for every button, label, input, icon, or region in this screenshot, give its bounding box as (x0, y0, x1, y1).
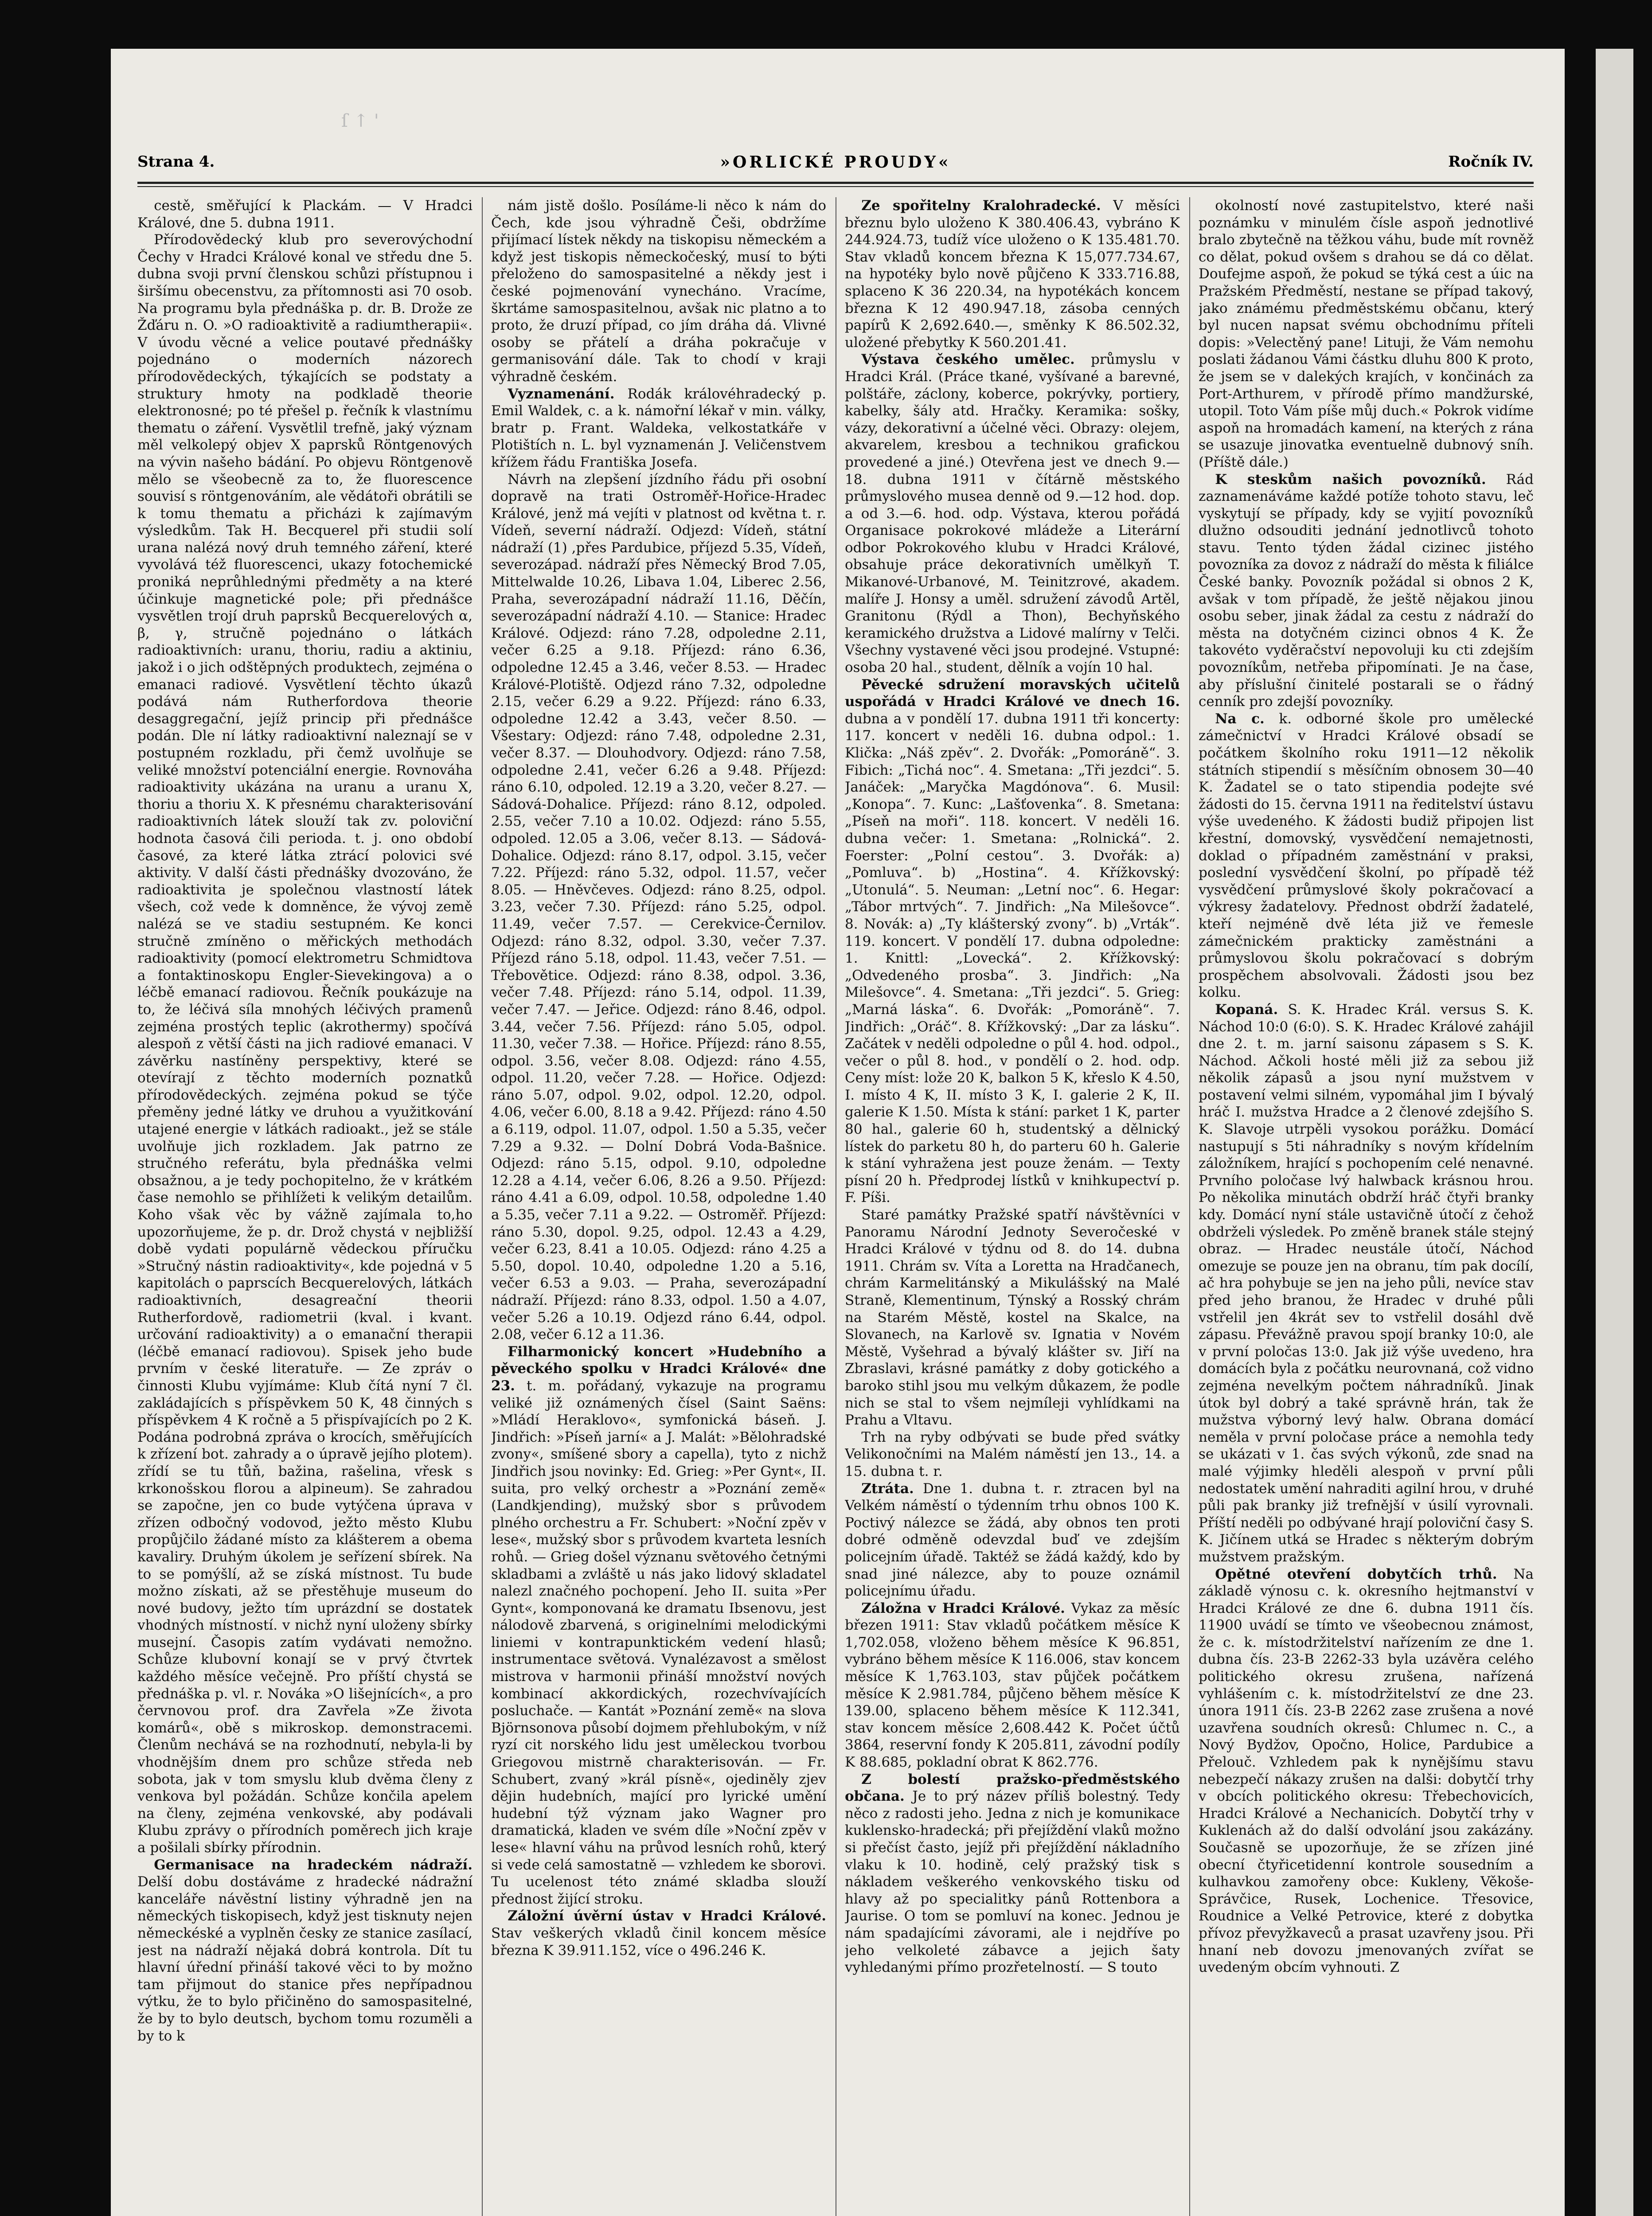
paragraph: Z bolestí pražsko-předměstského občana. Je to prý název příliš bolestný. Tedy něco z radosti jeho. Jedna z nich je komunikace kuklensko-hradecká; při přejíždění vlaků možno si přečíst často, jejíž při přejíždění nákladního vlaku k 10. hodině, celý pražský tisk s nákladem veškerého venkovského tisku od hlavy až po specialitky pánů Rottenbora a Jaurise. O tom se pomluví na konec. Jednou je nám spadajícími závorami, ale i nejdříve po jeho velkoleté zábavce a jejich šaty vyhledanými přímo prozřetelností. — S touto (845, 1771, 1180, 1976)
paragraph: Návrh na zlepšení jízdního řádu při osobní dopravě na trati Ostroměř-Hořice-Hradec Králové, jenž má vejíti v platnost od května t. r. Vídeň, severní nádraží. Odjezd: Vídeň, státní nádraží (1) ,přes Pardubice, příjezd 5.35, Vídeň, severozápad. nádraží přes Německý Brod 7.05, Mittelwalde 10.26, Libava 1.04, Liberec 2.56, Praha, severozápadní nádraží 11.16, Děčín, severozápadní nádraží 4.10. — Stanice: Hradec Králové. Odjezd: ráno 7.28, odpoledne 2.11, večer 6.25 a 9.18. Příjezd: ráno 6.36, odpoledne 12.45 a 3.46, večer 8.53. — Hradec Králové-Plotiště. Odjezd ráno 7.32, odpoledne 2.15, večer 6.29 a 9.22. Příjezd: ráno 6.33, odpoledne 12.42 a 3.43, večer 8.50. — Všestary: Odjezd: ráno 7.48, odpoledne 2.31, večer 8.37. — Dlouhodvory. Odjezd: ráno 7.58, odpoledne 2.41, večer 6.26 a 9.48. Příjezd: ráno 6.10, odpoled. 12.19 a 3.20, večer 8.27. — Sádová-Dohalice. Příjezd: ráno 8.12, odpoled. 2.55, večer 7.10 a 10.02. Odjezd: ráno 5.55, odpoled. 12.05 a 3.06, večer 8.13. — Sádová-Dohalice. Odjezd: ráno 8.17, odpol. 3.15, večer 7.22. Příjezd: ráno 5.32, odpol. 11.57, večer 8.05. — Hněvčeves. Odjezd: ráno 8.25, odpol. 3.23, večer 7.30. Příjezd: ráno 5.25, odpol. 11.49, večer 7.57. — Cerekvice-Černilov. Odjezd: ráno 8.32, odpol. 3.30, večer 7.37. Příjezd ráno 5.18, odpol. 11.43, večer 7.51. — Třebovětice. Odjezd: ráno 8.38, odpol. 3.36, večer 7.48. Příjezd: ráno 5.14, odpol. 11.39, večer 7.47. — Jeřice. Odjezd: ráno 8.46, odpol. 3.44, večer 7.56. Příjezd: ráno 5.05, odpol. 11.30, večer 7.38. — Hořice. Příjezd: ráno 8.55, odpol. 3.56, večer 8.08. Odjezd: ráno 4.55, odpol. 11.20, večer 7.28. — Hořice. Odjezd: ráno 5.07, odpol. 9.02, odpol. 12.20, odpol. 4.06, večer 6.00, 8.18 a 9.42. Příjezd: ráno 4.50 a 6.119, odpol. 11.07, odpol. 1.50 a 5.35, večer 7.29 a 9.32. — Dolní Dobrá Voda-Bašnice. Odjezd: ráno 5.15, odpol. 9.10, odpoledne 12.28 a 4.14, večer 6.06, 8.26 a 9.50. Příjezd: ráno 4.41 a 6.09, odpol. 10.58, odpoledne 1.40 a 5.35, večer 7.11 a 9.22. — Ostroměř. Příjezd: ráno 5.30, dopol. 9.25, odpol. 12.43 a 4.29, večer 6.23, 8.41 a 10.05. Odjezd: ráno 4.25 a 5.50, dopol. 10.40, odpoledne 1.20 a 5.16, večer 6.53 a 9.03. — Praha, severozápadní nádraží. Příjezd: ráno 8.33, odpol. 1.50 a 4.07, večer 5.26 a 10.19. Odjezd ráno 6.44, odpol. 2.08, večer 6.12 a 11.36. (491, 471, 826, 1343)
newspaper-title: »ORLICKÉ PROUDY« (720, 153, 951, 172)
paragraph: cestě, směřující k Plackám. — V Hradci Králové, dne 5. dubna 1911. (137, 198, 473, 231)
page-edge-strip (1596, 49, 1633, 2216)
paragraph: Přírodovědecký klub pro severovýchodní Čechy v Hradci Králové konal ve středu dne 5. dubna svoji první členskou schůzi přístupnou i širšímu obecenstvu, za přítomnosti asi 70 osob. Na programu byla přednáška p. dr. B. Drože ze Žďáru n. O. »O radioaktivitě a radiumtherapii«. V úvodu věcné a velice poutavé přednášky pojednáno o moderních názorech přírodovědeckých, týkajících se podstaty a struktury hmoty na podkladě theorie elektronosné; po té přešel p. řečník k vlastnímu thematu o záření. Vysvětlil trefně, jaký význam měl velkolepý objev X paprsků Röntgenových na vývin našeho bádání. Po objevu Röntgenově mělo se všeobecně za to, že fluorescence souvisí s röntgenováním, ale vědátoři obrátili se k tomu thematu a přicházi k zajímavým výsledkům. Tak H. Becquerel při studii solí urana nalézá nový druh temného záření, které vyvolává též fluorescenci, ukazy fotochemické proniká neprůhlednými předměty a na které účinkuje magnetické pole; při přednášce vysvětlen trojí druh paprsků Becquerelových α, β, γ, stručně pojednáno o látkách radioaktivních: uranu, thoriu, radiu a aktiniu, jakož i o jich odštěpných produktech, zejména o emanaci radiové. Vysvětlení těchto úkazů podává nám Rutherfordova theorie desaggregační, jejíž princip při přednášce podán. Dle ní látky radioaktivní naleznají se v postupném rozkladu, při čemž uvolňuje se veliké množství potenciální energie. Rovnováha radioaktivity ukázána na uranu a uranu X, thoriu a thoriu X. K přesnému charakterisování radioaktivních látek slouží tak zv. poloviční hodnota časová čili perioda. t. j. ono období časové, za které látka ztrácí polovici své aktivity. V další části přednášky dvozováno, že radioaktivita je společnou vlastností látek všech, což vede k domněnce, že vývoj země nalézá se ve stadiu sestupném. Ke konci stručně zmíněno o měřických methodách radioaktivity (pomocí elektrometru Schmidtova a fontaktinoskopu Engler-Sievekingova) a o léčbě emanací radiovou. Řečník poukázuje na to, že léčivá síla mnohých léčivých pramenů zejména prostých teplic (akrothermy) spočívá alespoň z větší části na jich radiové emanaci. V závěrku nastíněny perspektivy, které se otevírají z těchto moderních poznatků přírodovědeckých. zejména pokud se týče přeměny jedné látky ve druhou a využitkování utajené energie v látkách radioakt., jež se stále uvolňuje jich rozkladem. Jak patrno ze stručného referátu, byla přednáška velmi obsažnou, a je tedy pochopitelno, že v krátkém čase nemohlo se přihlížeti k velikým detailům. Koho však věc by vážně zajímala to,ho upozorňujeme, že p. dr. Drož chystá v nejbližší době vydati populárně vědeckou příručku »Stručný nástin radioaktivity«, kde pojedná v 5 kapitolách o paprscích Becquerelových, látkách radioaktivních, desagreační theorii Rutherfordově, radiometrii (kval. i kvant. určování radioaktivity) a o emanační therapii (léčbě emanací radiovou). Spisek jeho bude prvním v české literatuře. — Ze zpráv o činnosti Klubu vyjímáme: Klub čítá nyní 7 čl. zakládajících s příspěvkem 50 K, 48 činných s příspěvkem 4 K ročně a 5 přispívajících po 2 K. Podána podrobná zpráva o krocích, směřujících k zřízení bot. zahrady a o úpravě jejího plotem). zřídí se tu tůň, bažina, rašelina, vřesk s krkonošskou florou a alpineum). Se zahradou se započne, jen co bude vytýčena úprava v zřízen odbočný vodovod, ježto město Klubu propůjčilo žádané místo za klášterem a obema kavaliry. Druhým úkolem je seřízení sbírek. Na to se pomýšlí, až se získá místnost. Tu bude možno získati, až se přestěhuje museum do nové budovy, ježto tím uprázdní se dostatek vhodných místností. v nichž nyní uloženy sbírky musejní. Časopis zatím vydávati nemožno. Schůze klubovní konají se v prvý čtvrtek každého měsíce večejně. Pro příští chystá se přednáška p. vl. r. Nováka »O lišejnících«, a pro červnovou prof. dra Zavřela »Ze života komárů«, obě s mikroskop. demonstracemi. Členům nechává se na rozhodnutí, nebyla-li by vhodnějším dnem pro schůze středa neb sobota, jak v tom smyslu klub dvěma členy z venkova byl požádán. Schůze končila apelem na členy, zejména venkovské, aby podávali Klubu zprávy o přírodních poměrech jich kraje a pošilali sbírky přírodnin. (137, 232, 473, 1856)
paragraph: Pěvecké sdružení moravských učitelů uspořádá v Hradci Králové ve dnech 16. dubna a v pondělí 17. dubna 1911 tři koncerty: 117. koncert v neděli 16. dubna odpol.: 1. Klička: „Náš zpěv“. 2. Dvořák: „Pomoráně“. 3. Fibich: „Tichá noc“. 4. Smetana: „Tři jezdci“. 5. Janáček: „Maryčka Magdónova“. 6. Musil: „Konopa“. 7. Kunc: „Lašťovenka“. 8. Smetana: „Píseň na moři“. 118. koncert. V neděli 16. dubna večer: 1. Smetana: „Rolnická“. 2. Foerster: „Polní cestou“. 3. Dvořák: a) „Pomluva“. b) „Hostina“. 4. Křížkovský: „Utonulá“. 5. Neuman: „Letní noc“. 6. Hegar: „Tábor mrtvých“. 7. Jindřich: „Na Milešovce“. 8. Novák: a) „Ty klášterský zvony“. b) „Vrták“. 119. koncert. V pondělí 17. dubna odpoledne: 1. Knittl: „Lovecká“. 2. Křížkovský: „Odvedeného prosba“. 3. Jindřich: „Na Milešovce“. 4. Smetana: „Tři jezdci“. 5. Grieg: „Marná láska“. 6. Dvořák: „Pomoráně“. 7. Jindřich: „Oráč“. 8. Křížkovský: „Dar za lásku“. Začátek v neděli odpoledne o půl 4. hod. odpol., večer o půl 8. hod., v pondělí o 2. hod. odp. Ceny míst: lože 20 K, balkon 5 K, křeslo K 4.50, I. místo 4 K, II. místo 3 K, I. galerie 2 K, II. galerie K 1.50. Místa k stání: parket 1 K, parter 80 hal., galerie 60 h, studentský a dělnický lístek do parketu 80 h, do parteru 60 h. Galerie k stání vyhražena jest pouze ženám. — Texty písní 20 h. Předprodej lístků v knihkupectví p. F. Píši. (845, 676, 1180, 1206)
paragraph: Opětné otevření dobytčích trhů. Na základě výnosu c. k. okresního hejtmanství v Hradci Králové ze dne 6. dubna 1911 čís. 11900 uvádí se tímto ve všeobecnou známost, že c. k. místodržitelství nařízením ze dne 1. dubna čís. 23-B 2262-33 byla uzávěra celého politického okresu zrušena, nařízená vyhlášením c. k. místodržitelství ze dne 23. února 1911 čís. 23-B 2262 zase zrušena a nové uzavřena soudních okresů: Chlumec n. C., a Nový Bydžov, Opočno, Holice, Pardubice a Přelouč. Vzhledem pak k nynějšímu stavu nebezpečí nákazy zrušen na dalši: dobytčí trhy v obcích politického okresu: Třebechovicích, Hradci Králové a Nechanicích. Dobytčí trhy v Kuklenách až do další odvolání jsou zakázány. Současně se upozorňuje, že se zřízen jiné obecní čtyřicetidenní kontrole sousedním a kulhavkou zamořeny obce: Kukleny, Věkoše-Správčice, Rusek, Lochenice. Třesovice, Roudnice a Velké Petrovice, které z dobytka přívoz převyžkaveců a prasat uzavřeny jsou. Při hnaní neb dovozu jmenovaných zvířat se uvedeným obcím vyhnouti. Z (1199, 1566, 1534, 1976)
paragraph: Ze spořitelny Kralohradecké. V měsíci březnu bylo uloženo K 380.406.43, vybráno K 244.924.73, tudíž více uloženo o K 135.481.70. Stav vkladů koncem března K 15,077.734.67, na hypotéky bylo nově půjčeno K 333.716.88, splaceno K 36 220.34, na hypotékách koncem března K 12 490.947.18, zásoba cenných papírů K 2,692.640.—, směnky K 86.502.32, uložené přebytky K 560.201.41. (845, 198, 1180, 351)
paragraph: Záložní úvěrní ústav v Hradci Králové. Stav veškerých vkladů činil koncem měsíce března K 39.911.152, více o 496.246 K. (491, 1908, 826, 1959)
column-divider (482, 197, 483, 2216)
column-1 (137, 197, 473, 2216)
paragraph: Filharmonický koncert »Hudebního a pěveckého spolku v Hradci Králové« dne 23. t. m. pořádaný, vykazuje na programu veliké již oznámených čísel (Saint Saëns: »Mládí Heraklovo«, symfonická báseň. J. Jindřich: »Píseň jarní« a J. Malát: »Bělohradské zvony«, smíšené sbory a capella), tyto z nichž Jindřich jsou novinky: Ed. Grieg: »Per Gynt«, II. suita, pro velký orchestr a »Poznání země« (Landkjending), mužský sbor s průvodem plného orchestru a Fr. Schubert: »Noční zpěv v lese«, mužský sbor s průvodem kvarteta lesních rohů. — Grieg došel význanu světového četnými skladbami a zvláště u nás jako lidový skladatel nalezl značného pochopení. Jeho II. suita »Per Gynt«, komponovaná ke dramatu Ibsenovu, jest nálodově zbarvená, s originelními melodickými liniemi v kontrapunktickém vedení hlasů; instrumentace světová. Vynalézavost a smělost mistrova v harmonii přináší množství nových kombinací akkordických, rozechvívajících posluchače. — Kantát »Poznání země« na slova Björnsonova působí dojmem přehlubokým, v níž ryzí cit norského lidu jest uměleckou tvorbou Griegovou mistrně charakterisován. — Fr. Schubert, zvaný »král písně«, ojediněly zjev dějin hudebních, mající pro lyrické umění hudební týž význam jako Wagner pro dramatická, kladen ve svém díle »Noční zpěv v lese« hlavní váhu na průvod lesních rohů, který si vede celá samostatně — vzhledem ke sborovi. Tu ucelenost této známé skladba slouží přednost žijící stroku. (491, 1343, 826, 1907)
volume-label: Ročník IV. (1448, 153, 1534, 171)
paragraph: Výstava českého umělec. průmyslu v Hradci Král. (Práce tkané, vyšívané a barevné, polštáře, záclony, koberce, pokrývky, portiery, kabelky, šály atd. Hračky. Keramika: sošky, vázy, dekorativní a účelné věci. Obrazy: olejem, akvarelem, kresbou a technikou grafickou provedené a jiné.) Otevřena jest ve dnech 9.—18. dubna 1911 v čítárně městského průmyslového musea denně od 9.—12 hod. dop. a od 3.—6. hod. odp. Výstava, kterou pořádá Organisace pokrokové mládeže a Literární odbor Pokrokového klubu v Hradci Králové, obsahuje práce dekorativních umělkyň T. Mikanové-Urbanové, M. Teinitzrové, akadem. malíře J. Honsy a uměl. sdružení závodů Artěl, Granitonu (Rýdl a Thon), Bechyňského keramického družstva a Lidové malírny v Telči. Všechny vystavené věci jsou prodejné. Vstupné: osoba 20 hal., student, dělník a vojín 10 hal. (845, 351, 1180, 676)
paragraph: okolností nové zastupitelstvo, které naši poznámku v minulém čísle aspoň jednotlivé bralo zbytečně na těžkou váhu, bude mít rovněž co dělat, pokud ovšem s drahou se dá co dělat. Doufejme aspoň, že pokud se týká cest a úic na Pražském Předměstí, nestane se případ takový, jako známému předměstskému občanu, který byl nucen napsat svému obchodnímu příteli dopis: »Velectěný pane! Lituji, že Vám nemohu poslati žádanou Vámi částku dluhu 800 K proto, že jsem se v dalekých krajích, v končinách za Port-Arthurem, v přírodě přímo mandžurské, utopil. Toto Vám píše můj duch.« Pokrok vidíme aspoň na hromadách kamení, na kterých z rána se usazuje jinovatka eventuelně dubnový sníh. (Příště dále.) (1199, 198, 1534, 470)
column-2 (491, 197, 826, 2216)
paragraph: Ztráta. Dne 1. dubna t. r. ztracen byl na Velkém náměstí o týdenním trhu obnos 100 K. Poctivý nálezce se žádá, aby obnos ten proti dobré odměně odevzdal buď ve zdejším policejním úřadě. Taktéž se žádá každý, kdo by snad jiné nálezce, aby to pouze oznámil policejnímu úřadu. (845, 1480, 1180, 1600)
handwritten-mark: ſ ↑ ' (341, 111, 379, 131)
column-4 (1199, 197, 1534, 2216)
header-rule (137, 182, 1534, 184)
page-number: Strana 4. (137, 153, 215, 171)
paragraph: K steskům našich povozníků. Rád zaznamenáváme každé potíže tohoto stavu, leč vyskytují se případy, kdy se vyjití povozníků dlužno odsouditi jednání jednotlivců tohoto stavu. Tento týden žádal cizinec jistého povozníka za dovoz z nádraží do města k filiálce České banky. Povozník požádal si obnos 2 K, avšak v tom případě, že ještě nějakou jinou osobu seber, jinak žádal za cestu z nádraží do města na dotyčném cizinci obnos 4 K. Že takovéto vyděračství nepovoluji ku cti zdejším povozníkům, netřeba připomínati. Je na čase, aby příslušní činitelé postarali se o řádný cenník pro zdejší povozníky. (1199, 471, 1534, 710)
paragraph: Kopaná. S. K. Hradec Král. versus S. K. Náchod 10:0 (6:0). S. K. Hradec Králové zahájil dne 2. t. m. jarní saisonu zápasem s S. K. Náchod. Ačkoli hosté měli již za sebou již několik zápasů a jsou nyní mužstvem v postavení velmi silném, vypomáhal jim I bývalý hráč I. mužstva Hradce a 2 členové zdejšího S. K. Slavoje utrpěli vysokou porážku. Domácí nastupují s 5ti náhradníky s novým křídelním záložníkem, hrající s pochopením celé nenavné. Prvního poločase lvý halwback krásnou hrou. Po několika minutách obdrží hráč čtyři branky kdy. Domácí nyní stále ustavičně útočí z čehož obdrželi výsledek. Po změně branek stále stejný obraz. — Hradec neustále útočí, Náchod omezuje se pouze jen na obranu, tím pak docílí, ač hra pohybuje se jen na jeho půli, nevíce stav před jeho branou, že Hradec v druhé půli vstřelil jen 4krát sev to vstřelil dosáhl dvě zápasu. Převážně pravou spojí branky 10:0, ale v první poločas 13:0. Jak již výše uvedeno, hra domácích byla z počátku neurovnaná, což vidno zejména nevelkým počtem náhradníků. Jinak útok byl dobrý a také správně hrán, tak že mužstva výborný levý halw. Obrana domácí neměla v první poločase práce a nemohla tedy se ukázati v 1. čas svých výkonů, zde snad na malé výjimky hleděli alespoň v první půli nedostatek umění nahraditi agilní hrou, v druhé půli pak branky již trefnější v úsilí vyrovnali. Příští neděli po odbývané hrají poloviční časy S. K. Jičínem utká se Hradec s některým dobrým mužstvem pražským. (1199, 1001, 1534, 1565)
page-header (137, 153, 1534, 184)
header-rule-thin (137, 186, 1534, 187)
paragraph: Staré památky Pražské spatří návštěvníci v Panoramu Národní Jednoty Severočeské v Hradci Králové v týdnu od 8. do 14. dubna 1911. Chrám sv. Víta a Loretta na Hradčanech, chrám Karmelitánský a Mikulášský na Malé Straně, Klementinum, Týnský a Rosský chrám na Starém Městě, kostel na Skalce, na Slovanech, na Karlově sv. Ignatia v Novém Městě, Vyšehrad a bývalý klášter sv. Jiří na Zbraslavi, krásné památky z doby gotického a baroko stihl jsou mu velkým důkazem, že podle nich se stal to všem nejmíleji vyhlídkami na Prahu a Vltavu. (845, 1207, 1180, 1428)
column-divider (1189, 197, 1190, 2216)
paragraph: Trh na ryby odbývati se bude před svátky Velikonočními na Malém náměstí jen 13., 14. a 15. dubna t. r. (845, 1429, 1180, 1479)
paragraph: Na c. k. odborné škole pro umělecké zámečnictví v Hradci Králové obsadí se počátkem školního roku 1911—12 několik státních stipendií s měsíčním obnosem 30—40 K. Žadatel se o tato stipendia podejte své žádosti do 15. června 1911 na ředitelství ústavu výše uvedeného. K žádosti budiž připojen list křestní, domovský, vysvědčení nemajetnosti, doklad o případném zaměstnání v praksi, poslední vysvědčení školní, po případě též vysvědčení průmyslové školy pokračovací a výkresy žadatelovy. Přednost obdrží žadatelé, kteří nejméně dvě léta již ve řemesle zámečnickém prakticky zaměstnáni a průmyslovou školu pokračovací s dobrým prospěchem absolvovali. Žádosti jsou bez kolku. (1199, 710, 1534, 1001)
paragraph: Vyznamenání. Rodák královéhradecký p. Emil Waldek, c. a k. námořní lékař v min. války, bratr p. Frant. Waldeka, velkostatkáře v Plotištích n. L. byl vyznamenán J. Veličenstvem křížem řádu Františka Josefa. (491, 386, 826, 470)
paragraph: Germanisace na hradeckém nádraží. Delší dobu dostáváme z hradecké nádražní kanceláře návěstní listiny výhradně jen na německých tiskopisech, když jest tisknuty nejen německéské a vyplněn česky ze stanice zasílací, jest na nádraží nějaká dobrá kontrola. Dít tu hlavní úřední přináší takové věci to by možno tam přijmout do stanice přes nepřípadnou výtku, že to bylo přičiněno do samospasitelné, že by to bylo deutsch, bychom tomu rozuměli a by to k (137, 1857, 473, 2044)
column-3 (845, 197, 1180, 2216)
paragraph: nám jistě došlo. Posíláme-li něco k nám do Čech, kde jsou výhradně Češi, obdržíme přijímací lístek někdy na tiskopisu německém a když jest tiskopis německočeský, musí to býti přeloženo do samospasitelné a někdy jest i české pojmenování vynecháno. Vracíme, škrtáme samospasitelnou, avšak nic platno a to proto, že druzí případ, co jím dráha dá. Vlivné osoby se přátelí a dráha pokračuje v germanisování dále. Tak to chodí v kraji výhradně českém. (491, 198, 826, 385)
paragraph: Záložna v Hradci Králové. Vykaz za měsíc březen 1911: Stav vkladů počátkem měsíce K 1,702.058, vloženo během měsíce K 96.851, vybráno během měsíce K 116.006, stav koncem měsíce K 1,763.103, stav půjček počátkem měsíce K 2.981.784, půjčeno během měsíce K 139.00, splaceno během měsíce K 112.341, stav koncem měsíce 2,608.442 K. Počet účtů 3864, reservní fondy K 205.811, závodní podíly K 88.685, pokladní obrat K 862.776. (845, 1600, 1180, 1771)
